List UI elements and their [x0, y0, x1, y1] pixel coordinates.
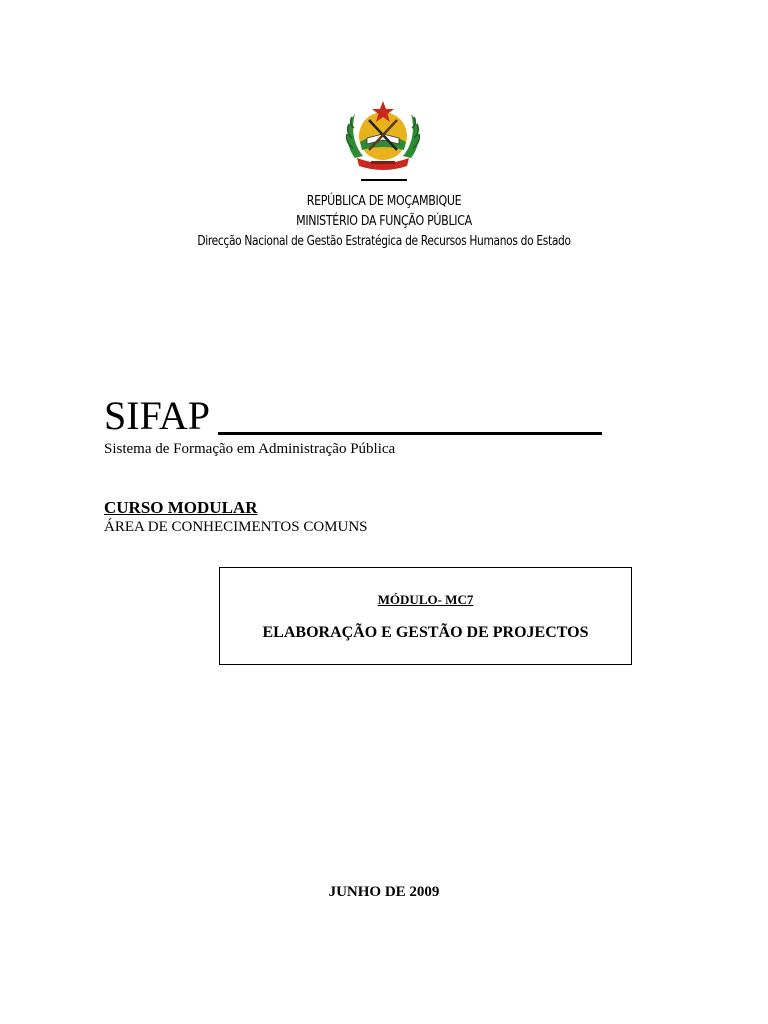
- mozambique-coat-of-arms-icon: [341, 98, 425, 174]
- directorate-name: Direcção Nacional de Gestão Estratégica de Recursos Humanos do Estado: [197, 234, 571, 249]
- program-subtitle: Sistema de Formação em Administração Pública: [104, 441, 396, 457]
- module-code: MÓDULO- MC7: [377, 592, 474, 607]
- module-name: ELABORAÇÃO E GESTÃO DE PROJECTOS: [262, 624, 589, 641]
- program-title: SIFAP: [104, 393, 210, 438]
- republic-name: REPÚBLICA DE MOÇAMBIQUE: [306, 193, 462, 209]
- header-divider: [361, 179, 407, 181]
- program-title-underline: [218, 432, 602, 435]
- module-box: [219, 567, 632, 665]
- course-title: CURSO MODULAR: [104, 498, 258, 517]
- ministry-name: MINISTÉRIO DA FUNÇÃO PÚBLICA: [296, 213, 472, 229]
- publication-date: JUNHO DE 2009: [328, 884, 440, 900]
- course-area: ÁREA DE CONHECIMENTOS COMUNS: [104, 519, 368, 535]
